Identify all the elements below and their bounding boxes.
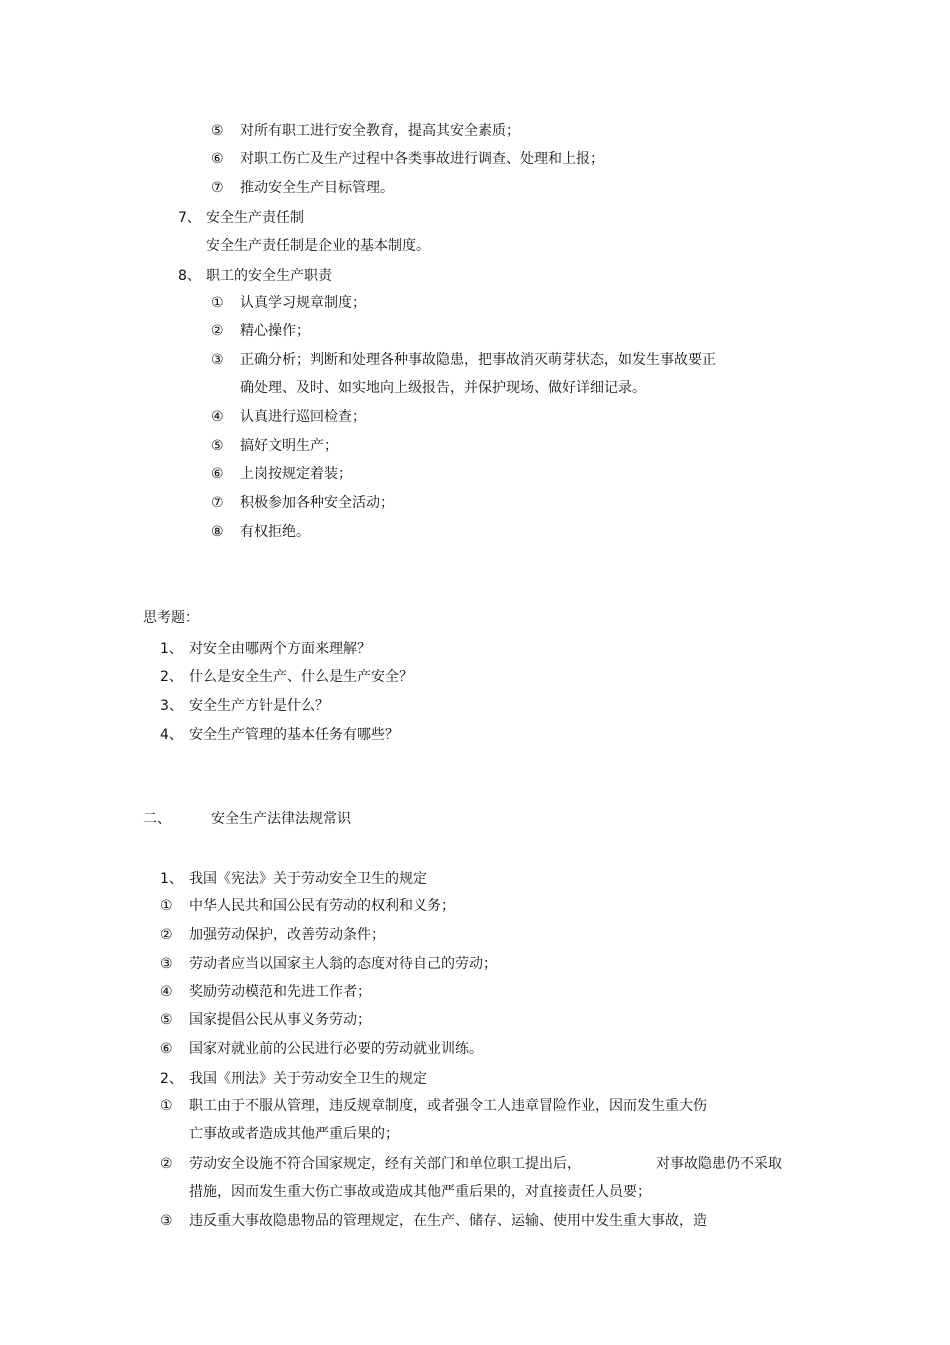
- list-marker: ②: [160, 1156, 173, 1172]
- question-number: 1、: [160, 641, 183, 657]
- question-text: 安全生产管理的基本任务有哪些？: [189, 727, 399, 743]
- list-item-continuation: 亡事故或者造成其他严重后果的；: [189, 1126, 399, 1142]
- list-item-text: 中华人民共和国公民有劳动的权利和义务；: [189, 898, 455, 914]
- list-marker: ③: [211, 352, 224, 368]
- question-text: 对安全由哪两个方面来理解？: [189, 641, 371, 657]
- list-item-continuation: 确处理、及时、如实地向上级报告，并保护现场、做好详细记录。: [240, 380, 646, 396]
- list-item-text: 劳动安全设施不符合国家规定，经有关部门和单位职工提出后，: [189, 1156, 581, 1172]
- question-text: 什么是安全生产、什么是生产安全？: [189, 669, 413, 685]
- list-item-text: 加强劳动保护，改善劳动条件；: [189, 927, 385, 943]
- list-marker: ⑧: [211, 524, 224, 540]
- list-item-text: 国家对就业前的公民进行必要的劳动就业训练。: [189, 1041, 483, 1057]
- list-item-text: 有权拒绝。: [240, 524, 310, 540]
- heading-number: 7、: [178, 210, 201, 226]
- list-item-text-tail: 对事故隐患仍不采取: [656, 1156, 782, 1172]
- list-item-text: 积极参加各种安全活动；: [240, 495, 394, 511]
- question-number: 4、: [160, 727, 183, 743]
- list-marker: ⑥: [211, 151, 224, 167]
- question-text: 安全生产方针是什么？: [189, 698, 329, 714]
- list-item-text: 劳动者应当以国家主人翁的态度对待自己的劳动；: [189, 956, 497, 972]
- list-marker: ①: [160, 898, 173, 914]
- list-item-text: 精心操作；: [240, 323, 310, 339]
- list-marker: ⑤: [211, 438, 224, 454]
- list-marker: ③: [160, 956, 173, 972]
- list-marker: ⑦: [211, 180, 224, 196]
- list-marker: ②: [160, 927, 173, 943]
- question-number: 3、: [160, 698, 183, 714]
- list-marker: ①: [160, 1098, 173, 1114]
- list-item-text: 对所有职工进行安全教育，提高其安全素质；: [240, 123, 520, 139]
- paragraph: 安全生产责任制是企业的基本制度。: [206, 238, 430, 254]
- list-item-text: 违反重大事故隐患物品的管理规定，在生产、储存、运输、使用中发生重大事故，造: [189, 1213, 707, 1229]
- list-item-text: 上岗按规定着装；: [240, 466, 352, 482]
- heading-number: 2、: [160, 1071, 183, 1087]
- list-marker: ⑥: [160, 1041, 173, 1057]
- heading-title: 安全生产责任制: [206, 210, 304, 226]
- list-marker: ①: [211, 295, 224, 311]
- list-item-text: 搞好文明生产；: [240, 438, 338, 454]
- list-marker: ⑤: [160, 1012, 173, 1028]
- section-title: 安全生产法律法规常识: [211, 811, 351, 827]
- heading-title: 我国《宪法》关于劳动安全卫生的规定: [189, 871, 427, 887]
- list-item-text: 认真进行巡回检查；: [240, 409, 366, 425]
- list-marker: ④: [211, 409, 224, 425]
- list-item: [211, 122, 224, 140]
- question-number: 2、: [160, 669, 183, 685]
- heading-number: 8、: [178, 268, 201, 284]
- heading-title: 我国《刑法》关于劳动安全卫生的规定: [189, 1071, 427, 1087]
- list-marker: ⑦: [211, 495, 224, 511]
- list-marker: ④: [160, 984, 173, 1000]
- list-marker: ⑥: [211, 466, 224, 482]
- list-marker: ③: [160, 1213, 173, 1229]
- list-item-text: 职工由于不服从管理，违反规章制度，或者强令工人违章冒险作业，因而发生重大伤: [189, 1098, 707, 1114]
- questions-title: 思考题：: [143, 610, 199, 626]
- heading-title: 职工的安全生产职责: [206, 268, 332, 284]
- list-item-text: 正确分析；判断和处理各种事故隐患，把事故消灭萌芽状态，如发生事故要正: [240, 352, 716, 368]
- list-item-text: 对职工伤亡及生产过程中各类事故进行调查、处理和上报；: [240, 151, 604, 167]
- list-item-text: 国家提倡公民从事义务劳动；: [189, 1012, 371, 1028]
- list-item-text: 奖励劳动模范和先进工作者；: [189, 984, 371, 1000]
- section-number: 二、: [143, 811, 171, 827]
- list-item-text: 推动安全生产目标管理。: [240, 180, 394, 196]
- list-marker: ⑤: [211, 123, 224, 139]
- list-item-continuation: 措施，因而发生重大伤亡事故或造成其他严重后果的，对直接责任人员要；: [189, 1184, 651, 1200]
- list-marker: ②: [211, 323, 224, 339]
- heading-number: 1、: [160, 871, 183, 887]
- list-item-text: 认真学习规章制度；: [240, 295, 366, 311]
